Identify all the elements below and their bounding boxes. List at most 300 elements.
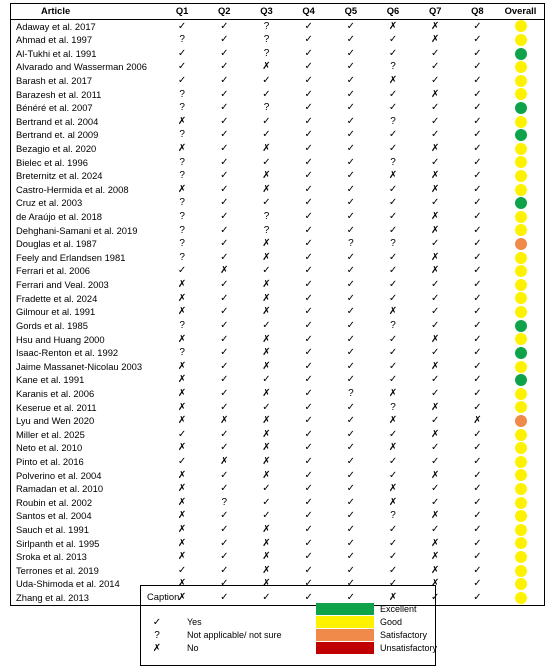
q5-cell: ✓ — [346, 306, 356, 318]
table-row — [11, 441, 544, 455]
q2-cell: ✓ — [220, 279, 229, 291]
header-q6: Q6 — [386, 5, 400, 16]
overall-rating-dot — [515, 374, 527, 386]
overall-cell — [499, 509, 543, 523]
q1-cell: ✓ — [177, 428, 187, 440]
q1-cell: ✓ — [177, 61, 187, 73]
q8-cell: ✗ — [473, 415, 482, 427]
q7-cell: ✗ — [431, 142, 440, 154]
q3-cell: ✗ — [262, 292, 271, 304]
q3-cell: ✗ — [262, 442, 271, 454]
q1-cell: ? — [179, 129, 185, 141]
q6-cell: ✓ — [388, 374, 398, 386]
q8-cell: ✓ — [473, 469, 482, 481]
q6-cell: ✗ — [388, 415, 398, 427]
overall-rating-dot — [515, 265, 527, 277]
q8-cell: ✓ — [473, 47, 482, 59]
q8-cell: ✓ — [473, 333, 482, 345]
q3-cell: ✓ — [262, 510, 271, 522]
q2-cell: ✓ — [220, 469, 229, 481]
q3-cell: ✓ — [262, 265, 271, 277]
article-cell: Hsu and Huang 2000 — [16, 333, 105, 345]
rating-good — [316, 616, 436, 628]
q3-cell: ✗ — [262, 183, 271, 195]
overall-cell — [499, 60, 543, 74]
q2-cell: ✗ — [220, 265, 229, 277]
overall-cell — [499, 360, 543, 374]
table-row — [11, 169, 544, 183]
article-cell: Sroka et al. 2013 — [16, 551, 87, 563]
q6-cell: ✓ — [388, 88, 398, 100]
overall-rating-dot — [515, 497, 527, 509]
table-row — [11, 264, 544, 278]
article-cell: Ferrari and Veal. 2003 — [16, 279, 109, 291]
header-q8: Q8 — [471, 5, 484, 16]
q1-cell: ? — [179, 211, 185, 223]
overall-rating-dot — [515, 442, 527, 454]
cross-icon: ✗ — [152, 643, 162, 654]
overall-rating-dot — [515, 483, 527, 495]
article-cell: Castro-Hermida et al. 2008 — [16, 183, 129, 195]
overall-cell — [499, 305, 543, 319]
table-row — [11, 183, 544, 197]
q3-cell: ✗ — [262, 306, 271, 318]
q1-cell: ? — [179, 347, 185, 359]
q4-cell: ✓ — [304, 306, 313, 318]
q7-cell: ✓ — [431, 347, 440, 359]
q5-cell: ✓ — [346, 510, 356, 522]
article-cell: Alvarado and Wasserman 2006 — [16, 61, 147, 73]
q5-cell: ✓ — [346, 292, 356, 304]
header-article: Article — [41, 5, 71, 16]
q7-cell: ✗ — [431, 224, 440, 236]
q8-cell: ✓ — [473, 374, 482, 386]
table-row — [11, 537, 544, 551]
rating-satisfactory — [316, 629, 436, 641]
q6-cell: ? — [390, 156, 396, 168]
article-cell: Al-Tukhi et al. 1991 — [16, 47, 97, 59]
overall-cell — [499, 428, 543, 442]
q2-cell: ✓ — [220, 428, 229, 440]
q2-cell: ✓ — [220, 170, 229, 182]
q8-cell: ✓ — [473, 238, 482, 250]
overall-cell — [499, 47, 543, 61]
q7-cell: ✓ — [431, 306, 440, 318]
q1-cell: ? — [179, 34, 185, 46]
q8-cell: ✓ — [473, 292, 482, 304]
table-header-row — [11, 4, 544, 20]
overall-rating-dot — [515, 292, 527, 304]
table-row — [11, 523, 544, 537]
q1-cell: ✗ — [177, 496, 187, 508]
q2-cell: ✓ — [220, 251, 229, 263]
q3-cell: ✓ — [262, 88, 271, 100]
overall-rating-dot — [515, 469, 527, 481]
header-q5: Q5 — [344, 5, 358, 16]
q4-cell: ✓ — [304, 537, 313, 549]
q5-cell: ✓ — [346, 592, 356, 604]
q6-cell: ✗ — [388, 387, 398, 399]
overall-cell — [499, 455, 543, 469]
q7-cell: ✓ — [431, 319, 440, 331]
overall-cell — [499, 101, 543, 115]
table-row — [11, 319, 544, 333]
q2-cell: ✗ — [220, 415, 229, 427]
overall-rating-dot — [515, 578, 527, 590]
article-cell: Barash et al. 2017 — [16, 74, 93, 86]
q6-cell: ✓ — [388, 551, 398, 563]
q5-cell: ✓ — [346, 265, 356, 277]
q7-cell: ✓ — [431, 156, 440, 168]
article-cell: Zhang et al. 2013 — [16, 592, 89, 604]
q5-cell: ✓ — [346, 496, 356, 508]
q4-cell: ✓ — [304, 115, 313, 127]
q8-cell: ✓ — [473, 251, 482, 263]
q8-cell: ✓ — [473, 142, 482, 154]
q3-cell: ? — [263, 211, 270, 223]
article-cell: Roubin et al. 2002 — [16, 496, 93, 508]
q1-cell: ? — [179, 88, 185, 100]
article-cell: Bezagio et al. 2020 — [16, 142, 97, 154]
q2-cell: ✓ — [220, 442, 229, 454]
overall-cell — [499, 401, 543, 415]
overall-rating-dot — [515, 347, 527, 359]
q5-cell: ✓ — [346, 88, 356, 100]
q8-cell: ✓ — [473, 265, 482, 277]
q5-cell: ✓ — [346, 469, 356, 481]
overall-rating-dot — [515, 537, 527, 549]
q4-cell: ✓ — [304, 496, 313, 508]
q3-cell: ✗ — [262, 524, 271, 536]
q6-cell: ✓ — [388, 578, 398, 590]
q6-cell: ? — [390, 238, 396, 250]
table-row — [11, 101, 544, 115]
overall-rating-dot — [515, 388, 527, 400]
q1-cell: ? — [179, 224, 185, 236]
table-row — [11, 333, 544, 347]
q7-cell: ✓ — [431, 61, 440, 73]
q2-cell: ✓ — [220, 524, 229, 536]
table-row — [11, 428, 544, 442]
table-row — [11, 60, 544, 74]
q4-cell: ✓ — [304, 251, 313, 263]
overall-cell — [499, 292, 543, 306]
table-row — [11, 224, 544, 238]
q3-cell: ✓ — [262, 374, 271, 386]
article-cell: Jaime Massanet-Nicolau 2003 — [16, 360, 143, 372]
article-cell: Lyu and Wen 2020 — [16, 415, 95, 427]
overall-rating-dot — [515, 306, 527, 318]
article-cell: Breternitz et al. 2024 — [16, 170, 103, 182]
q4-cell: ✓ — [304, 564, 313, 576]
q2-cell: ✓ — [220, 578, 229, 590]
table-row — [11, 156, 544, 170]
overall-rating-dot — [515, 592, 527, 604]
q7-cell: ✗ — [431, 183, 440, 195]
overall-rating-dot — [515, 238, 527, 250]
q8-cell: ✓ — [473, 170, 482, 182]
q7-cell: ✗ — [431, 564, 440, 576]
q2-cell: ✓ — [220, 592, 229, 604]
overall-cell — [499, 156, 543, 170]
q2-cell: ✓ — [220, 537, 229, 549]
table-row — [11, 128, 544, 142]
table-row — [11, 509, 544, 523]
q3-cell: ✗ — [262, 279, 271, 291]
overall-cell — [499, 482, 543, 496]
q6-cell: ? — [390, 115, 396, 127]
article-cell: Uda-Shimoda et al. 2014 — [16, 578, 120, 590]
overall-cell — [499, 537, 543, 551]
q5-cell: ✓ — [346, 456, 356, 467]
q6-cell: ✓ — [388, 333, 398, 345]
table-row — [11, 20, 544, 34]
q4-cell: ✓ — [304, 456, 313, 467]
q4-cell: ✓ — [304, 34, 313, 46]
overall-rating-dot — [515, 551, 527, 563]
table-row — [11, 496, 544, 510]
q6-cell: ? — [390, 510, 396, 522]
q1-cell: ✗ — [177, 306, 187, 318]
q8-cell: ✓ — [473, 115, 482, 127]
q1-cell: ? — [179, 238, 185, 250]
overall-rating-dot — [515, 48, 527, 60]
q2-cell: ✓ — [220, 306, 229, 318]
overall-cell — [499, 74, 543, 88]
table-row — [11, 47, 544, 61]
q1-cell: ✗ — [177, 537, 187, 549]
overall-cell — [499, 224, 543, 238]
q5-cell: ✓ — [346, 47, 356, 59]
q2-cell: ✓ — [220, 238, 229, 250]
q1-cell: ✗ — [177, 333, 187, 345]
q5-cell: ✓ — [346, 564, 356, 576]
q3-cell: ✗ — [262, 578, 271, 590]
q2-cell: ✓ — [220, 129, 229, 141]
q7-cell: ✓ — [431, 292, 440, 304]
overall-cell — [499, 414, 543, 428]
q5-cell: ✓ — [346, 333, 356, 345]
overall-cell — [499, 577, 543, 591]
table-row — [11, 346, 544, 360]
q5-cell: ✓ — [346, 279, 356, 291]
q1-cell: ✗ — [177, 115, 187, 127]
q4-cell: ✓ — [304, 333, 313, 345]
q2-cell: ✓ — [220, 333, 229, 345]
overall-rating-dot — [515, 456, 527, 468]
q7-cell: ✗ — [431, 578, 440, 590]
q4-cell: ✓ — [304, 61, 313, 73]
q6-cell: ✗ — [388, 306, 398, 318]
overall-rating-dot — [515, 34, 527, 46]
q1-cell: ✗ — [177, 415, 187, 427]
q3-cell: ? — [263, 34, 270, 46]
overall-cell — [499, 523, 543, 537]
q8-cell: ✓ — [473, 578, 482, 590]
q1-cell: ✗ — [177, 387, 187, 399]
q6-cell: ✓ — [388, 142, 398, 154]
q8-cell: ✓ — [473, 496, 482, 508]
q5-cell: ✓ — [346, 428, 356, 440]
q5-cell: ✓ — [346, 578, 356, 590]
table-row — [11, 142, 544, 156]
q1-cell: ✗ — [177, 551, 187, 563]
q4-cell: ✓ — [304, 20, 313, 32]
q5-cell: ✓ — [346, 374, 356, 386]
q2-cell: ✓ — [220, 142, 229, 154]
q1-cell: ✓ — [177, 74, 187, 86]
q1-cell: ? — [179, 170, 185, 182]
quality-assessment-table — [10, 3, 545, 606]
q1-cell: ? — [179, 156, 185, 168]
q5-cell: ✓ — [346, 360, 356, 372]
table-body — [11, 20, 544, 605]
article-cell: Santos et al. 2004 — [16, 510, 92, 522]
q4-cell: ✓ — [304, 551, 313, 563]
q8-cell: ✓ — [473, 592, 482, 604]
q6-cell: ✓ — [388, 129, 398, 141]
q5-cell: ✓ — [346, 20, 356, 32]
q2-cell: ✓ — [220, 197, 229, 209]
q6-cell: ✓ — [388, 524, 398, 536]
article-cell: Ramadan et al. 2010 — [16, 483, 104, 495]
overall-rating-dot — [515, 401, 527, 413]
q1-cell: ✗ — [177, 524, 187, 536]
overall-rating-dot — [515, 333, 527, 345]
q1-cell: ? — [179, 251, 185, 263]
legend-yes — [147, 616, 287, 628]
overall-cell — [499, 333, 543, 347]
q3-cell: ? — [263, 102, 270, 114]
article-cell: Bielec et al. 1996 — [16, 156, 88, 168]
overall-rating-dot — [515, 20, 527, 32]
q4-cell: ✓ — [304, 238, 313, 250]
q8-cell: ✓ — [473, 524, 482, 536]
q3-cell: ✓ — [262, 197, 271, 209]
q6-cell: ✗ — [388, 592, 398, 604]
q1-cell: ✓ — [177, 564, 187, 576]
table-row — [11, 482, 544, 496]
table-row — [11, 196, 544, 210]
article-cell: Gilmour et al. 1991 — [16, 306, 96, 318]
overall-cell — [499, 88, 543, 102]
overall-rating-dot — [515, 320, 527, 332]
header-q3: Q3 — [260, 5, 273, 16]
header-overall: Overall — [504, 5, 537, 16]
overall-cell — [499, 210, 543, 224]
q6-cell: ? — [390, 319, 396, 331]
table-row — [11, 401, 544, 415]
q7-cell: ✗ — [431, 88, 440, 100]
q7-cell: ✗ — [431, 211, 440, 223]
q7-cell: ✓ — [431, 483, 440, 495]
q1-cell: ✗ — [177, 442, 187, 454]
unsatisfactory-swatch — [316, 642, 374, 654]
q1-cell: ✗ — [177, 142, 187, 154]
overall-rating-dot — [515, 197, 527, 209]
q2-cell: ✓ — [220, 61, 229, 73]
q2-cell: ✓ — [220, 115, 229, 127]
rating-unsatisfactory-label: Unsatisfactory — [380, 643, 438, 653]
q1-cell: ✗ — [177, 292, 187, 304]
q7-cell: ✗ — [431, 34, 440, 46]
q6-cell: ✓ — [388, 279, 398, 291]
q8-cell: ✓ — [473, 61, 482, 73]
rating-satisfactory-label: Satisfactory — [380, 630, 428, 640]
overall-cell — [499, 550, 543, 564]
q3-cell: ✗ — [262, 170, 271, 182]
article-cell: Pinto et al. 2016 — [16, 456, 84, 467]
q5-cell: ✓ — [346, 524, 356, 536]
q1-cell: ✗ — [177, 360, 187, 372]
article-cell: Douglas et al. 1987 — [16, 238, 97, 250]
q3-cell: ✓ — [262, 496, 271, 508]
q7-cell: ✓ — [431, 496, 440, 508]
overall-rating-dot — [515, 116, 527, 128]
q1-cell: ✓ — [177, 456, 187, 467]
overall-rating-dot — [515, 565, 527, 577]
table-row — [11, 88, 544, 102]
q5-cell: ✓ — [346, 551, 356, 563]
q3-cell: ✓ — [262, 156, 271, 168]
q8-cell: ✓ — [473, 319, 482, 331]
q7-cell: ✓ — [431, 129, 440, 141]
overall-rating-dot — [515, 143, 527, 155]
q3-cell: ✗ — [262, 564, 271, 576]
q7-cell: ✓ — [431, 238, 440, 250]
satisfactory-swatch — [316, 629, 374, 641]
overall-cell — [499, 469, 543, 483]
q5-cell: ✓ — [346, 34, 356, 46]
article-cell: Polverino et al. 2004 — [16, 469, 102, 481]
q1-cell: ? — [179, 197, 185, 209]
q4-cell: ✓ — [304, 469, 313, 481]
q3-cell: ✓ — [262, 592, 271, 604]
q7-cell: ✗ — [431, 537, 440, 549]
q1-cell: ✗ — [177, 279, 187, 291]
table-row — [11, 251, 544, 265]
q2-cell: ✓ — [220, 387, 229, 399]
q3-cell: ✗ — [262, 415, 271, 427]
q4-cell: ✓ — [304, 197, 313, 209]
header-q1: Q1 — [175, 5, 189, 16]
q3-cell: ✗ — [262, 61, 271, 73]
q7-cell: ✗ — [431, 360, 440, 372]
q2-cell: ✓ — [220, 319, 229, 331]
q4-cell: ✓ — [304, 183, 313, 195]
q6-cell: ✓ — [388, 183, 398, 195]
q1-cell: ✗ — [177, 401, 187, 413]
q4-cell: ✓ — [304, 524, 313, 536]
q3-cell: ✗ — [262, 360, 271, 372]
table-row — [11, 237, 544, 251]
q1-cell: ✗ — [177, 578, 187, 590]
good-swatch — [316, 616, 374, 628]
table-row — [11, 414, 544, 428]
q8-cell: ✓ — [473, 88, 482, 100]
article-cell: Fradette et al. 2024 — [16, 292, 98, 304]
q1-cell: ✓ — [177, 265, 187, 277]
q4-cell: ✓ — [304, 74, 313, 86]
q4-cell: ✓ — [304, 510, 313, 522]
overall-cell — [499, 115, 543, 129]
legend-no-label: No — [187, 643, 199, 653]
q2-cell: ✓ — [220, 401, 229, 413]
q3-cell: ✗ — [262, 537, 271, 549]
q1-cell: ✗ — [177, 510, 187, 522]
q2-cell: ✓ — [220, 224, 229, 236]
q4-cell: ✓ — [304, 129, 313, 141]
